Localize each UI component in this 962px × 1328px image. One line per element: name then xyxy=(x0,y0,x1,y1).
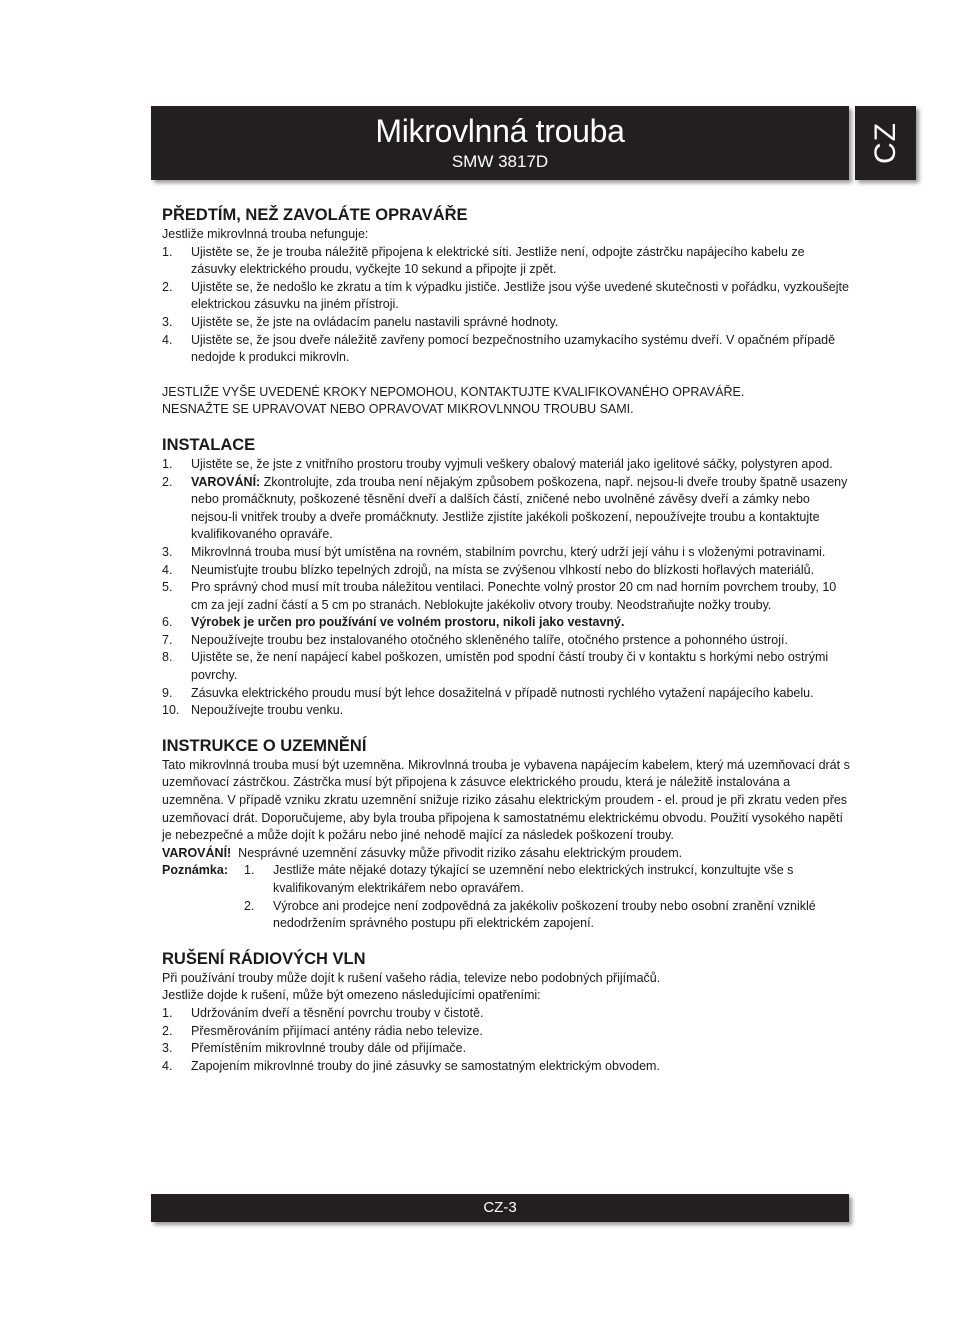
radio-text: Jestliže dojde k rušení, může být omezeno následujícími opatřeními: xyxy=(162,988,541,1003)
item-text: Udržováním dveří a těsnění povrchu trouby v čistotě. xyxy=(191,1005,484,1020)
item-text: Ujistěte se, že jsou dveře náležitě zavřeny pomocí bezpečnostního uzamykacího systému dveří. V opačném případě nedojde k produkci mikrovln. xyxy=(191,332,836,365)
intro-text: Jestliže mikrovlnná trouba nefunguje: xyxy=(162,227,369,241)
section-installation xyxy=(162,435,852,720)
item-text: Mikrovlnná trouba musí být umístěna na rovném, stabilním povrchu, který udrží její váhu i s vloženými potravinami. xyxy=(191,544,826,559)
section-title: RUŠENÍ RÁDIOVÝCH VLN xyxy=(162,949,366,968)
item-text: Ujistěte se, že nedošlo ke zkratu a tím k výpadku jističe. Jestliže jsou výše uvedené skutečnosti v pořádku, vyzkoušejte elektrickou zásuvku na jiném přístroji. xyxy=(191,279,849,312)
list-item xyxy=(162,649,852,684)
note-label: Poznámka: xyxy=(162,863,228,878)
numbered-list xyxy=(162,244,852,367)
item-number: 1. xyxy=(162,244,173,259)
section-radio xyxy=(162,949,852,1076)
item-number: 2. xyxy=(244,898,255,913)
section-title: INSTALACE xyxy=(162,435,256,454)
header-bar xyxy=(151,106,849,180)
list-item xyxy=(162,1058,852,1076)
item-number: 8. xyxy=(162,650,173,665)
item-text: Přesměrováním přijímací antény rádia nebo televize. xyxy=(191,1023,483,1038)
list-item xyxy=(162,685,852,703)
note-list xyxy=(244,862,852,932)
list-item xyxy=(244,898,852,933)
item-lead: Výrobek je určen pro používání ve volném prostoru, nikoli jako vestavný. xyxy=(191,615,625,630)
page-number: CZ-3 xyxy=(483,1199,517,1216)
item-number: 1. xyxy=(162,1005,173,1020)
grounding-text: Tato mikrovlnná trouba musí být uzemněna. Mikrovlnná trouba je vybavena napájecím kabelem, který má uzemňovací drát s uzemňovací zástrčkou. Zástrčka musí být připojena k zásuvce elektrického proudu, která je náležitě instalována a uzemněna. V případě vzniku zkratu uzemnění snižuje riziko zásahu elektrickým proudem - el. proud je při zkratu veden přes uzemňovací drát. Doporučujeme, aby byla trouba připojena k samostatnému elektrickému obvodu. Použití vysokého napětí je nebezpečné a může dojít k požáru nebo jiné nehodě mající za následek poškození trouby. xyxy=(162,757,850,843)
section-title: PŘEDTÍM, NEŽ ZAVOLÁTE OPRAVÁŘE xyxy=(162,206,468,224)
list-item xyxy=(162,456,852,474)
model-number: SMW 3817D xyxy=(451,152,549,171)
list-item xyxy=(162,544,852,562)
item-number: 4. xyxy=(162,562,173,577)
list-item xyxy=(162,244,852,279)
item-text: Zkontrolujte, zda trouba není nějakým způsobem poškozena, např. nejsou-li dveře trouby špatně usazeny nebo promáčknuty, poškozené těsnění dveří a dalších částí, zničené nebo uvolněné závěsy dveří a zámky nebo nejsou-li vnitřek trouby a dveře promáčknuty. Jestliže zjistíte jakékoli poškození, nepoužívejte troubu a kontaktujte kvalifikovaného opraváře. xyxy=(191,474,848,542)
list-item xyxy=(162,1005,852,1023)
warning-line: NESNAŽTE SE UPRAVOVAT NEBO OPRAVOVAT MIKROVLNNOU TROUBU SAMI. xyxy=(162,402,634,417)
section-before-service xyxy=(162,205,852,419)
item-text: Nepoužívejte troubu bez instalovaného otočného skleněného talíře, otočného prstence a pohonného ústrojí. xyxy=(191,632,788,647)
numbered-list xyxy=(162,1005,852,1075)
item-number: 6. xyxy=(162,615,173,630)
language-tab xyxy=(855,106,916,180)
list-item xyxy=(162,314,852,332)
section-grounding xyxy=(162,736,852,933)
warning-text: Nesprávné uzemnění zásuvky může přivodit riziko zásahu elektrickým proudem. xyxy=(238,845,683,860)
warning-line: JESTLIŽE VYŠE UVEDENÉ KROKY NEPOMOHOU, KONTAKTUJTE KVALIFIKOVANÉHO OPRAVÁŘE. xyxy=(162,384,745,399)
footer-bar xyxy=(151,1194,849,1222)
language-code: CZ xyxy=(868,122,902,164)
section-title: INSTRUKCE O UZEMNĚNÍ xyxy=(162,736,367,755)
item-text: Pro správný chod musí mít trouba náležitou ventilaci. Ponechte volný prostor 20 cm nad horním povrchem trouby, 10 cm za její zadní částí a 5 cm po stranách. Neblokujte jakékoliv otvory trouby. Neodstraňujte nožky trouby. xyxy=(191,580,837,612)
list-item xyxy=(162,579,852,614)
item-lead: VAROVÁNÍ: xyxy=(191,474,261,489)
list-item xyxy=(162,632,852,650)
item-text: Výrobce ani prodejce není zodpovědná za jakékoliv poškození trouby nebo osobní zranění vzniklé nedodržením správného postupu při elektrickém zapojení. xyxy=(273,898,816,931)
item-text: Nepoužívejte troubu venku. xyxy=(191,703,344,718)
list-item xyxy=(162,474,852,544)
item-number: 1. xyxy=(162,456,173,471)
list-item xyxy=(162,332,852,367)
list-item xyxy=(162,1023,852,1041)
list-item xyxy=(244,862,852,897)
item-text: Zapojením mikrovlnné trouby do jiné zásuvky se samostatným elektrickým obvodem. xyxy=(191,1058,660,1073)
item-text: Neumisťujte troubu blízko tepelných zdrojů, na místa se zvýšenou vlhkostí nebo do blízkosti hořlavých materiálů. xyxy=(191,562,815,577)
document-body xyxy=(162,205,852,1091)
list-item xyxy=(162,562,852,580)
list-item xyxy=(162,614,852,632)
item-text: Přemístěním mikrovlnné trouby dále od přijímače. xyxy=(191,1041,467,1056)
warning-label: VAROVÁNÍ! xyxy=(162,845,232,860)
item-number: 2. xyxy=(162,279,173,294)
item-text: Ujistěte se, že je trouba náležitě připojena k elektrické síti. Jestliže není, odpojte zástrčku napájecího kabelu ze zásuvky elektrického proudu, vyčkejte 10 sekund a připojte ji zpět. xyxy=(191,244,805,277)
item-text: Ujistěte se, že není napájecí kabel poškozen, umístěn pod spodní částí trouby či v kontaktu s horkými nebo ostrými povrchy. xyxy=(191,650,829,683)
item-number: 4. xyxy=(162,332,173,347)
item-number: 2. xyxy=(162,474,173,489)
numbered-list xyxy=(162,456,852,720)
item-text: Ujistěte se, že jste na ovládacím panelu nastavili správné hodnoty. xyxy=(191,314,559,329)
item-text: Zásuvka elektrického proudu musí být lehce dosažitelná v případě nutnosti rychlého vytažení napájecího kabelu. xyxy=(191,685,814,700)
item-number: 3. xyxy=(162,1041,173,1056)
item-number: 3. xyxy=(162,544,173,559)
item-number: 1. xyxy=(244,863,255,878)
item-text: Jestliže máte nějaké dotazy týkající se uzemnění nebo elektrických instrukcí, konzultujte vše s kvalifikovaným elektrikářem nebo opravářem. xyxy=(273,863,794,895)
item-number: 7. xyxy=(162,632,173,647)
item-number: 9. xyxy=(162,685,173,700)
list-item xyxy=(162,1040,852,1058)
item-number: 4. xyxy=(162,1058,173,1073)
item-number: 2. xyxy=(162,1023,173,1038)
list-item xyxy=(162,702,852,720)
item-number: 3. xyxy=(162,314,173,329)
note-block xyxy=(162,862,852,932)
grounding-warning xyxy=(162,845,852,863)
page-title: Mikrovlnná trouba xyxy=(375,113,625,149)
item-number: 5. xyxy=(162,580,173,595)
list-item xyxy=(162,279,852,314)
item-number: 10. xyxy=(162,703,180,718)
radio-text: Při používání trouby může dojít k rušení vašeho rádia, televize nebo podobných přijímačů. xyxy=(162,970,661,985)
item-text: Ujistěte se, že jste z vnitřního prostoru trouby vyjmuli veškery obalový materiál jako igelitové sáčky, polystyren apod. xyxy=(191,456,833,471)
